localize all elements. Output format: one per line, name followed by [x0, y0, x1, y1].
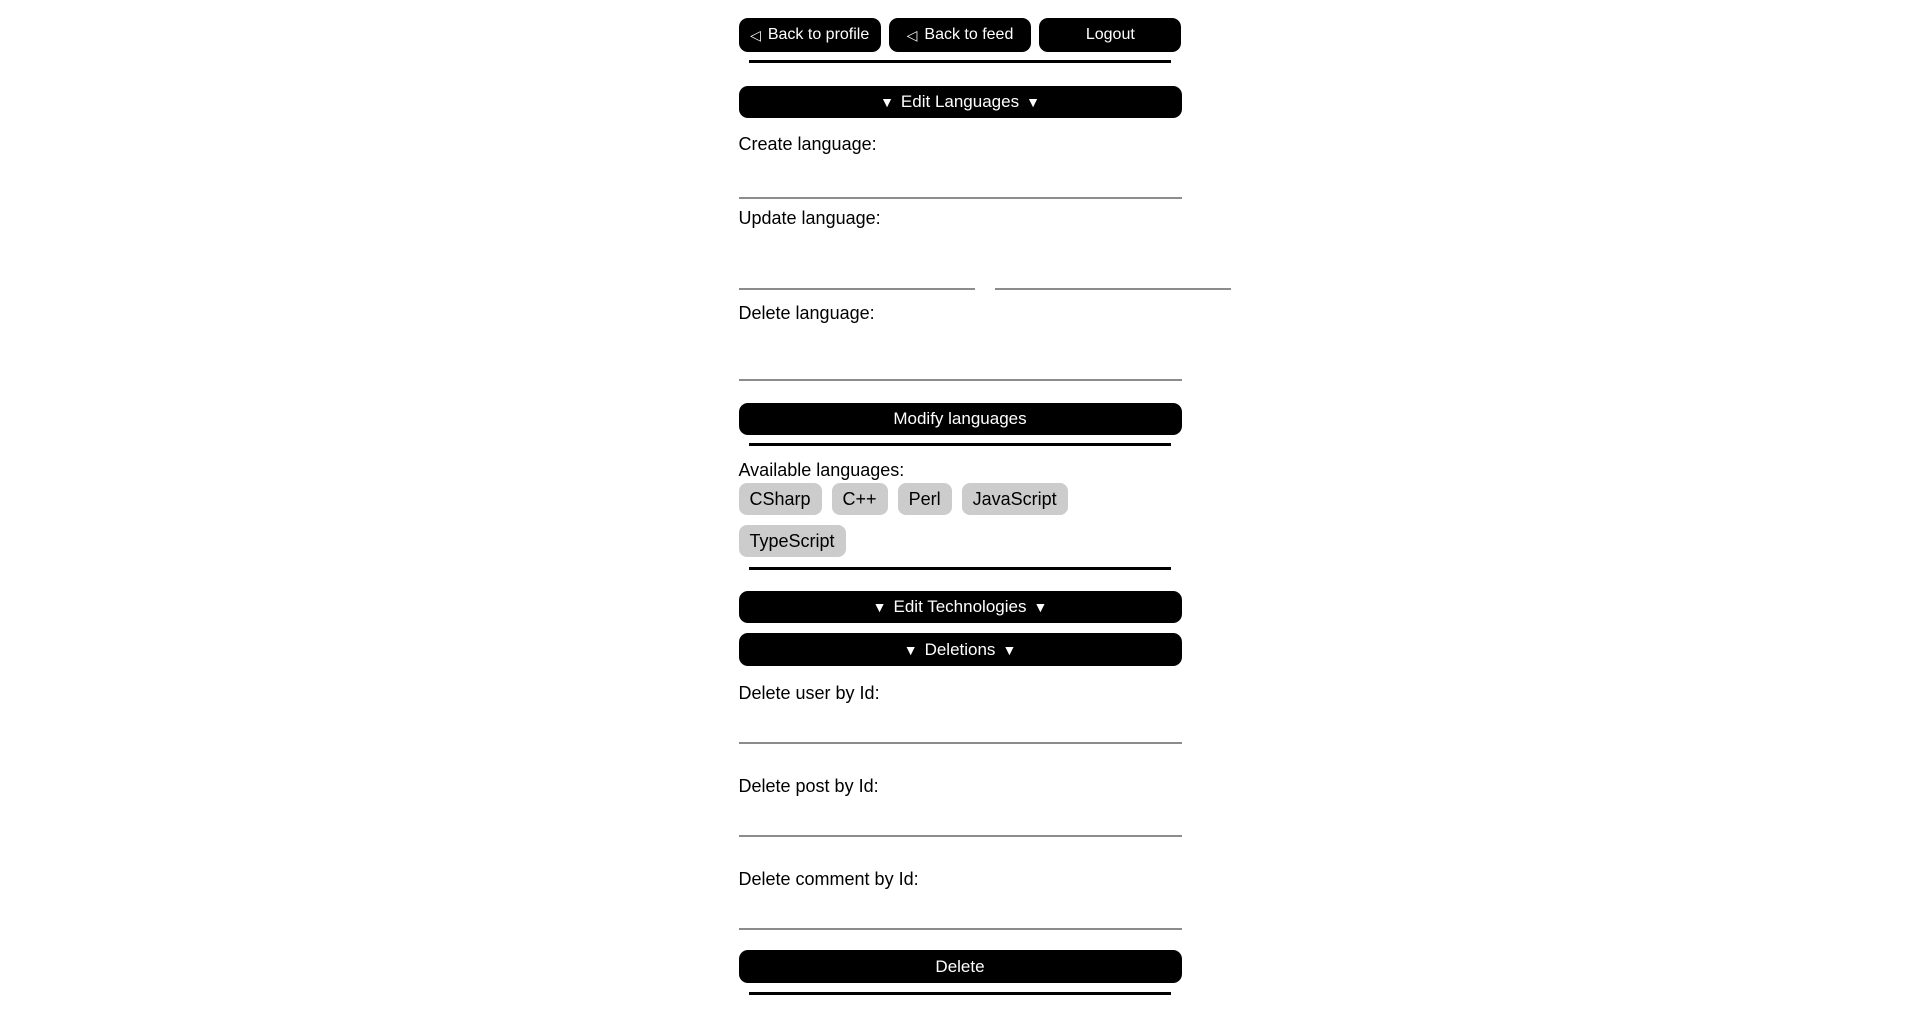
delete-language-input[interactable]	[739, 337, 1182, 381]
modify-languages-button[interactable]	[739, 403, 1182, 435]
delete-comment-input[interactable]	[739, 890, 1182, 930]
caret-down-icon: ▼	[903, 641, 918, 658]
logout-label: Logout	[1085, 26, 1135, 43]
deletions-toggle[interactable]	[739, 633, 1182, 666]
back-to-feed-button[interactable]	[889, 18, 1031, 52]
divider	[749, 992, 1171, 995]
create-language-input[interactable]	[739, 155, 1182, 199]
delete-comment-label: Delete comment by Id:	[738, 869, 919, 889]
back-to-feed-label: Back to feed	[924, 26, 1014, 43]
update-language-row	[739, 246, 1182, 290]
language-tag: CSharp	[739, 483, 822, 515]
logout-button[interactable]	[1039, 18, 1181, 52]
update-language-input-2[interactable]	[995, 246, 1231, 290]
modify-languages-label: Modify languages	[893, 409, 1027, 428]
back-triangle-icon: ◁	[750, 27, 761, 43]
back-to-profile-label: Back to profile	[767, 26, 870, 43]
caret-down-icon: ▼	[1033, 599, 1048, 615]
language-tag: JavaScript	[962, 483, 1068, 515]
header-button-row	[739, 18, 1182, 52]
caret-down-icon: ▼	[880, 94, 894, 110]
back-triangle-icon: ◁	[906, 27, 918, 43]
language-tag: TypeScript	[739, 525, 846, 557]
language-tag: Perl	[898, 483, 952, 515]
caret-down-icon: ▼	[872, 599, 887, 615]
language-tag: C++	[832, 483, 888, 515]
edit-technologies-toggle[interactable]	[739, 591, 1182, 623]
back-to-profile-button[interactable]	[739, 18, 881, 52]
edit-technologies-toggle-label: Edit Technologies	[893, 597, 1027, 616]
delete-user-input[interactable]	[739, 704, 1182, 744]
deletions-toggle-label: Deletions	[924, 639, 996, 659]
delete-language-label: Delete language:	[738, 303, 875, 323]
admin-panel	[739, 0, 1182, 995]
divider	[749, 567, 1171, 570]
available-languages-label: Available languages:	[738, 460, 905, 480]
delete-user-label: Delete user by Id:	[738, 683, 880, 703]
update-language-input-1[interactable]	[739, 246, 975, 290]
delete-button[interactable]	[739, 950, 1182, 983]
update-language-label: Update language:	[738, 208, 881, 228]
divider	[749, 60, 1171, 63]
delete-post-input[interactable]	[739, 797, 1182, 837]
delete-post-label: Delete post by Id:	[738, 776, 879, 796]
divider	[749, 443, 1171, 446]
edit-languages-toggle[interactable]	[739, 86, 1182, 118]
edit-languages-toggle-label: Edit Languages	[900, 92, 1020, 111]
caret-down-icon: ▼	[1002, 641, 1017, 658]
create-language-label: Create language:	[738, 134, 877, 154]
delete-button-label: Delete	[935, 956, 985, 976]
caret-down-icon: ▼	[1026, 94, 1040, 110]
available-languages-list	[739, 483, 1182, 557]
